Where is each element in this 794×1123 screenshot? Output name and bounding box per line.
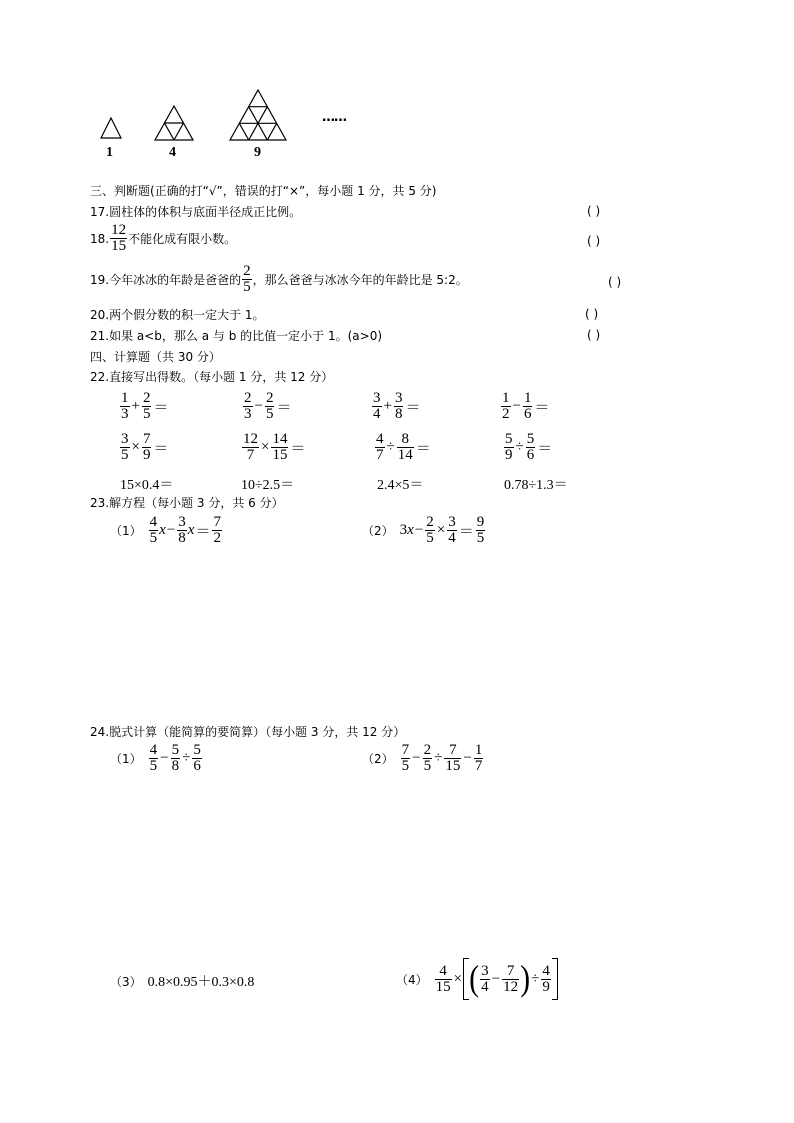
q24-expression-2: （2） $\frac{7}{5}$ − $\frac{2}{5}$ ÷ $\frac{7}{15}$ − $\frac{1}{7}$ [362,742,483,774]
frac-den: 9 [142,447,151,463]
q24-expression-3 [110,971,254,991]
question-18 [90,223,236,254]
operator: × [131,439,140,455]
q24-2-label: （2） [362,752,394,766]
frac-num: 2 [265,390,274,406]
q24-expression-1: （1） $\frac{4}{5}$ − $\frac{5}{8}$ ÷ $\frac{5}{6}$ [110,742,201,774]
frac-num: 8 [401,431,409,447]
equals: ＝ [153,441,169,457]
question-19 [90,264,468,295]
frac-num: 14 [272,431,288,447]
frac-den: 6 [523,406,532,422]
section3-title: 三、判断题(正确的打“√”，错误的打“×”，每小题 1 分，共 5 分) [90,184,437,198]
q24-expression-4: （4） $\frac{4}{15}$ × ( $\frac{3}{4}$ − $\frac{7}{12}$ ) ÷ $\frac{4}{9}$ [396,958,558,1000]
question-17: 17.圆柱体的体积与底面半径成正比例。 [90,205,302,219]
question-20: 20.两个假分数的积一定大于 1。 [90,308,265,322]
frac-den: 5 [142,406,151,422]
question-23: 23.解方程（每小题 3 分，共 6 分） [90,496,284,510]
q24-3-expr: 0.8×0.95＋0.3×0.8 [147,975,255,990]
triangle-label-1: 1 [106,145,113,160]
q22-r3c2: 10÷2.5＝ [241,478,295,493]
frac-den: 3 [121,406,129,422]
operator: + [131,398,140,414]
frac-den: 7 [246,447,255,463]
frac-num: 5 [505,431,513,447]
frac-den: 7 [376,447,384,463]
operator: ÷ [386,439,395,455]
frac-num: 5 [526,431,535,447]
frac-num: 3 [394,390,403,406]
equals: ＝ [534,400,550,416]
frac-num: 12 [243,431,258,447]
frac-den: 6 [526,447,535,463]
q18-prefix: 18. [90,231,110,246]
answer-paren-17[interactable]: ( ) [587,204,601,218]
q23-1-label: （1） [110,524,142,538]
answer-paren-18[interactable]: ( ) [587,234,601,248]
q22-r2c1 [119,432,169,463]
frac-den: 9 [505,447,513,463]
answer-paren-20[interactable]: ( ) [585,307,599,321]
frac-num: 1 [523,390,532,406]
q19-suffix: ，那么爸爸与冰冰今年的年龄比是 5:2。 [252,272,468,287]
q22-r1c2 [242,391,292,422]
q22-r2c2 [241,432,306,463]
q22-r3c4: 0.78÷1.3＝ [504,478,568,493]
frac-num: 2 [244,390,252,406]
frac-num: 3 [121,431,129,447]
frac-den: 5 [265,406,274,422]
equals: ＝ [290,441,306,457]
q19-den: 5 [243,279,251,295]
q22-r1c1 [119,391,169,422]
q24-1-label: （1） [110,752,142,766]
q22-r1c3 [371,391,421,422]
question-24: 24.脱式计算（能简算的要简算）（每小题 3 分，共 12 分） [90,725,406,739]
frac-den: 3 [244,406,252,422]
q19-num: 2 [243,263,251,279]
frac-num: 1 [121,390,129,406]
triangle-label-9: 9 [254,145,261,160]
frac-num: 1 [502,390,510,406]
frac-num: 7 [142,431,151,447]
equals: ＝ [405,400,421,416]
equals: ＝ [415,441,431,457]
triangle-pattern-figure [95,85,395,145]
equals: ＝ [153,400,169,416]
q18-suffix: 不能化成有限小数。 [128,231,237,246]
q23-equation-1: （1） $\frac{4}{5}$ x − $\frac{3}{8}$ x ＝ $\frac{7}{2}$ [110,514,221,546]
frac-num: 2 [142,390,151,406]
frac-num: 4 [376,431,384,447]
triangle-label-4: 4 [169,145,176,160]
q22-r3c3: 2.4×5＝ [377,478,424,493]
frac-num: 3 [373,390,381,406]
question-22: 22.直接写出得数。（每小题 1 分，共 12 分） [90,370,334,384]
frac-den: 8 [394,406,403,422]
answer-paren-21[interactable]: ( ) [587,328,601,342]
q19-fraction [242,264,252,295]
frac-den: 15 [272,447,288,463]
q22-r1c4 [500,391,550,422]
q24-3-label: （3） [110,974,142,989]
operator: + [383,398,392,414]
answer-paren-19[interactable]: ( ) [608,275,622,289]
q24-4-label: （4） [396,972,428,987]
q18-fraction [110,223,127,254]
frac-den: 2 [502,406,510,422]
q22-r2c3 [374,432,432,463]
q22-r3c1: 15×0.4＝ [120,478,174,493]
q18-den: 15 [111,238,127,254]
frac-den: 14 [397,447,413,463]
operator: − [254,398,263,414]
operator: − [512,398,521,414]
q22-r2c4 [503,432,553,463]
equals: ＝ [537,441,553,457]
q19-prefix: 19.今年冰冰的年龄是爸爸的 [90,272,242,287]
q23-2-label: （2） [362,524,394,538]
pattern-ellipsis: …… [322,110,346,125]
q18-num: 12 [111,222,127,238]
operator: × [261,439,270,455]
frac-den: 5 [121,447,129,463]
section4-title: 四、计算题（共 30 分） [90,350,221,364]
frac-den: 4 [373,406,381,422]
operator: ÷ [515,439,524,455]
q23-equation-2: （2） 3x − $\frac{2}{5}$ × $\frac{3}{4}$ ＝ $\frac{9}{5}$ [362,514,485,546]
question-21: 21.如果 a<b，那么 a 与 b 的比值一定小于 1。(a>0) [90,329,383,343]
equals: ＝ [276,400,292,416]
